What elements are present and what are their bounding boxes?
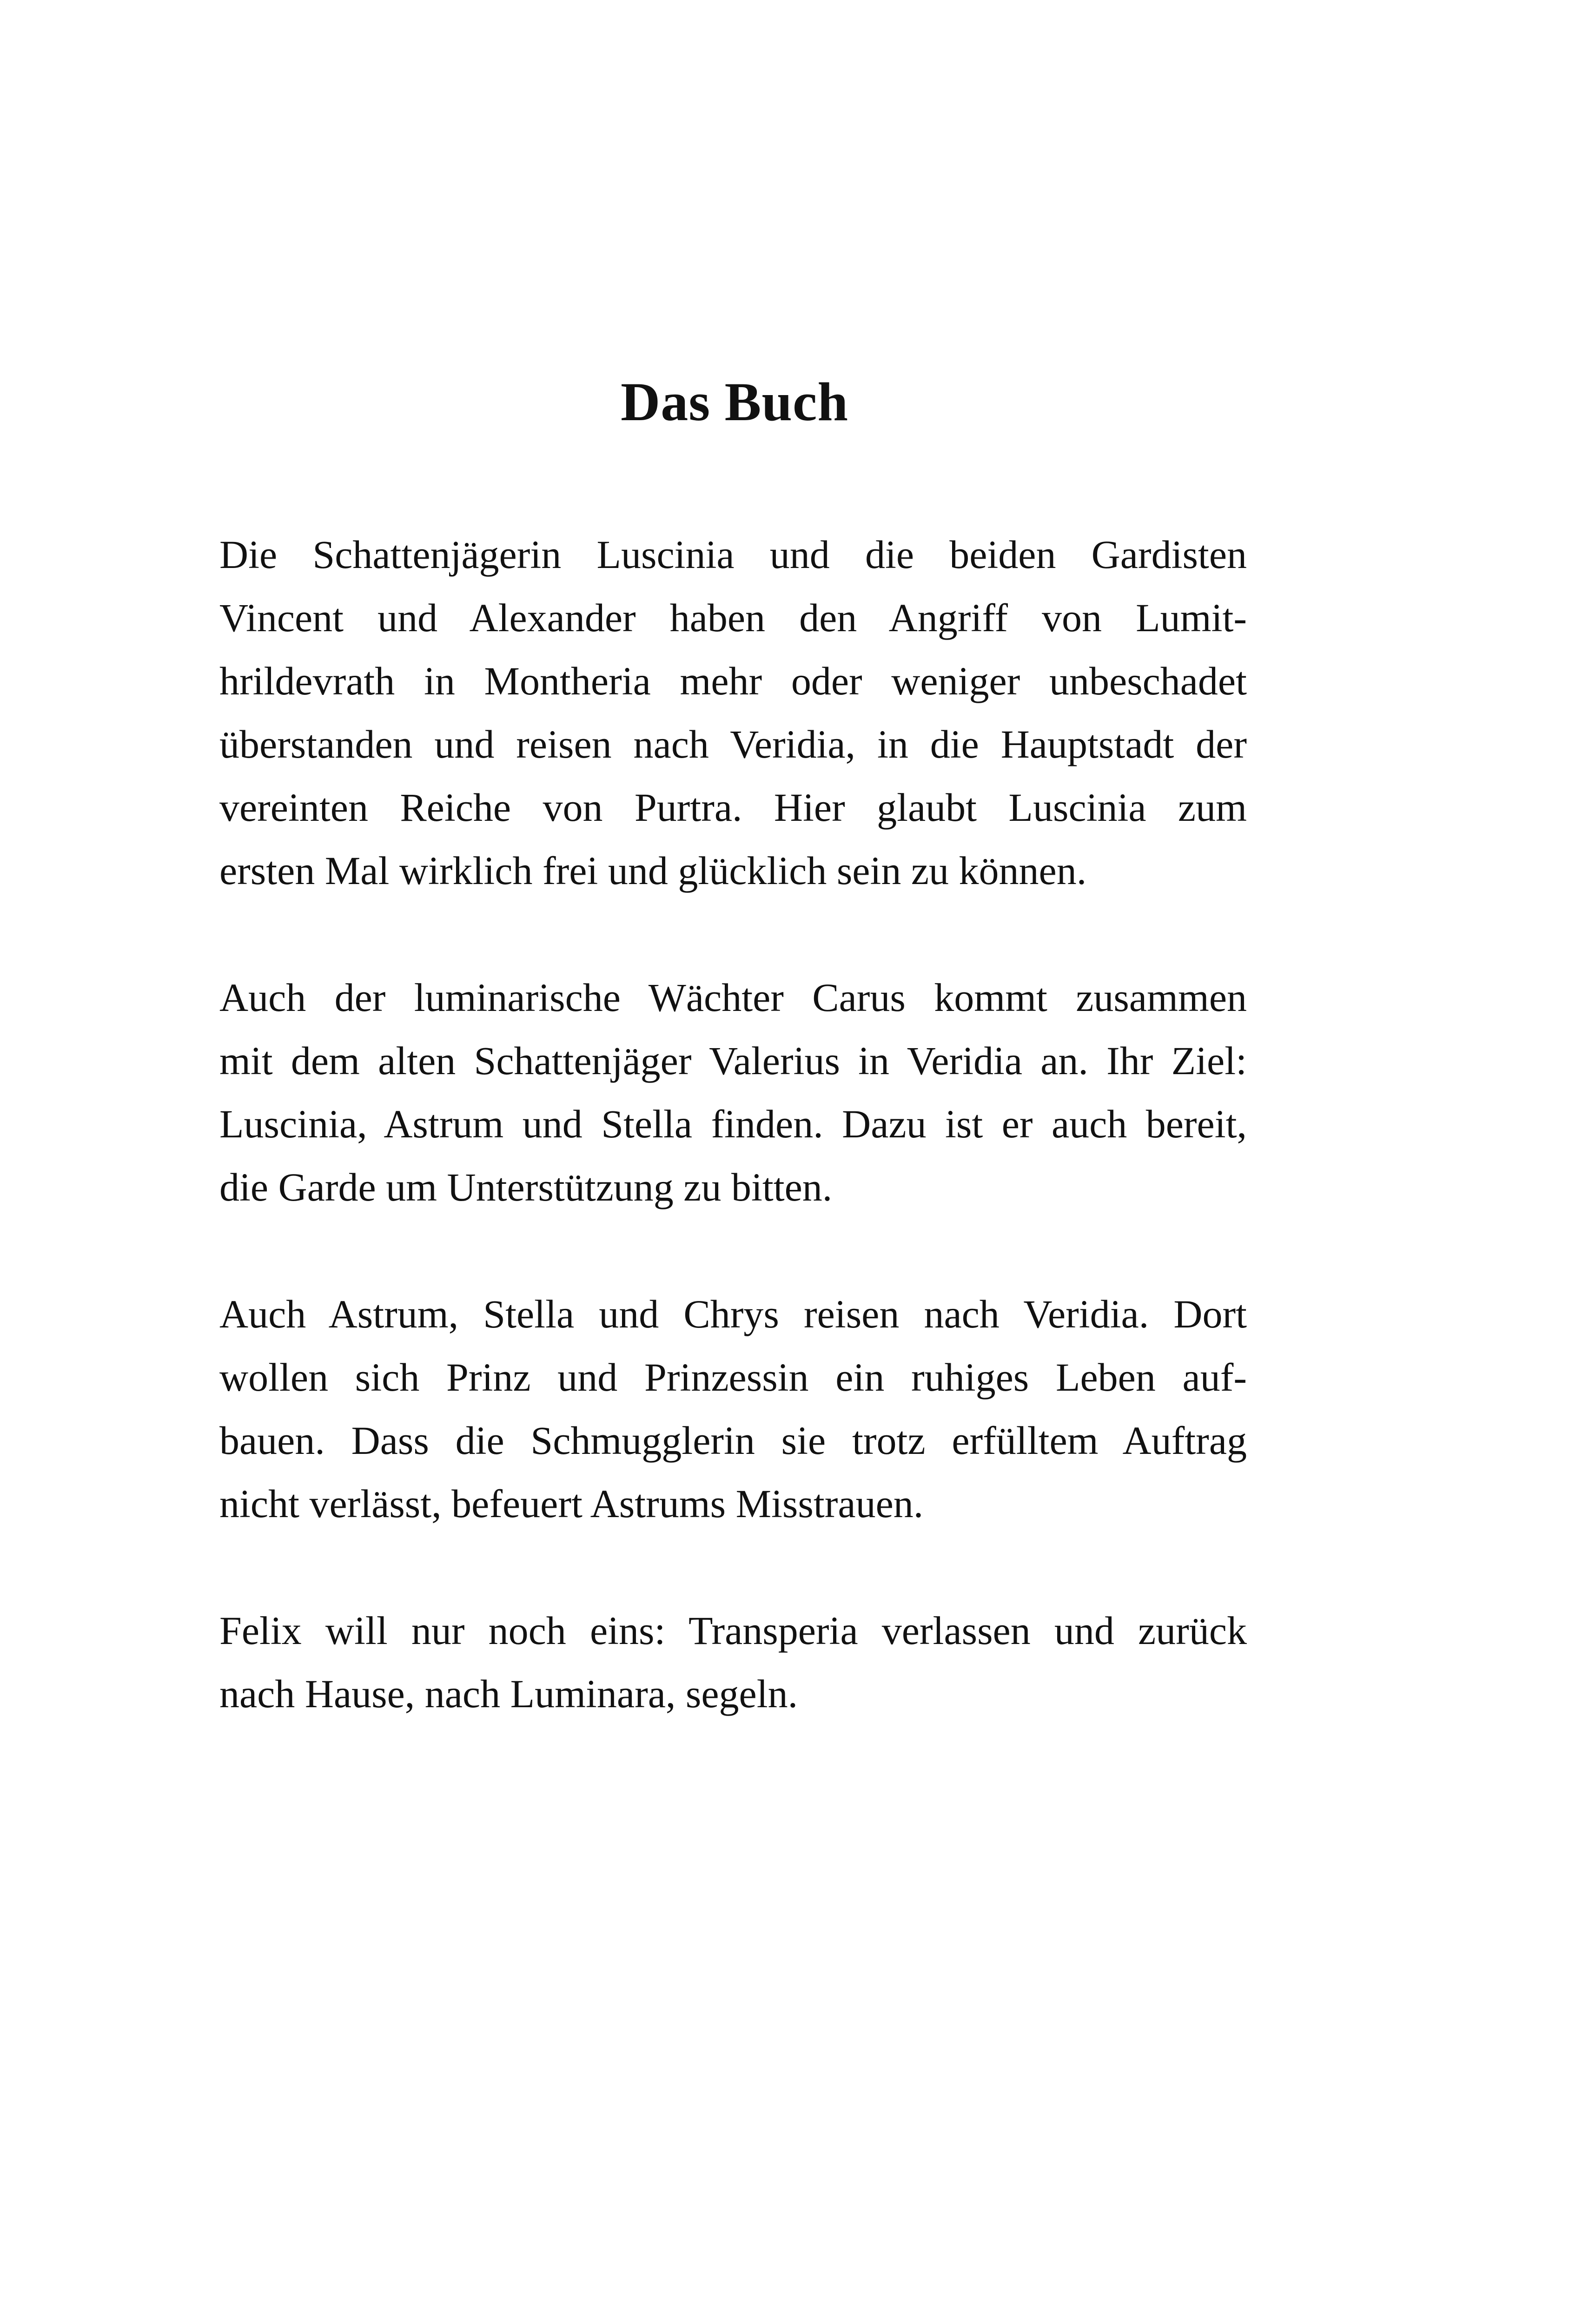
paragraph-2 [219,966,1247,1219]
text-line: wollen sich Prinz und Prinzessin ein ruhiges Leben auf- [219,1355,1247,1400]
text-line: bauen. Dass die Schmugglerin sie trotz erfülltem Auftrag [219,1418,1247,1463]
text-line: Felix will nur noch eins: Transperia verlassen und zurück [219,1608,1247,1653]
text-line: mit dem alten Schattenjäger Valerius in Veridia an. Ihr Ziel: [219,1038,1247,1083]
blurb-text [219,523,1247,1789]
text-line: überstanden und reisen nach Veridia, in die Hauptstadt der [219,722,1247,766]
text-line: Die Schattenjägerin Luscinia und die beiden Gardisten [219,532,1247,577]
text-line: nach Hause, nach Luminara, segeln. [219,1671,798,1716]
paragraph-1 [219,523,1247,902]
text-line: Auch Astrum, Stella und Chrys reisen nach Veridia. Dort [219,1292,1247,1336]
text-line: vereinten Reiche von Purtra. Hier glaubt Luscinia zum [219,785,1247,830]
text-line: ersten Mal wirklich frei und glücklich sein zu können. [219,848,1087,893]
page-title: Das Buch [621,371,848,432]
text-line: hrildevrath in Montheria mehr oder weniger unbeschadet [219,659,1247,703]
paragraph-4 [219,1599,1247,1725]
text-line: Vincent und Alexander haben den Angriff von Lumit- [219,595,1247,640]
text-line: nicht verlässt, befeuert Astrums Misstrauen. [219,1481,924,1526]
text-line: Auch der luminarische Wächter Carus kommt zusammen [219,975,1247,1020]
text-line: Luscinia, Astrum und Stella finden. Dazu ist er auch bereit, [219,1102,1247,1146]
paragraph-3 [219,1282,1247,1535]
text-line: die Garde um Unterstützung zu bitten. [219,1165,833,1209]
